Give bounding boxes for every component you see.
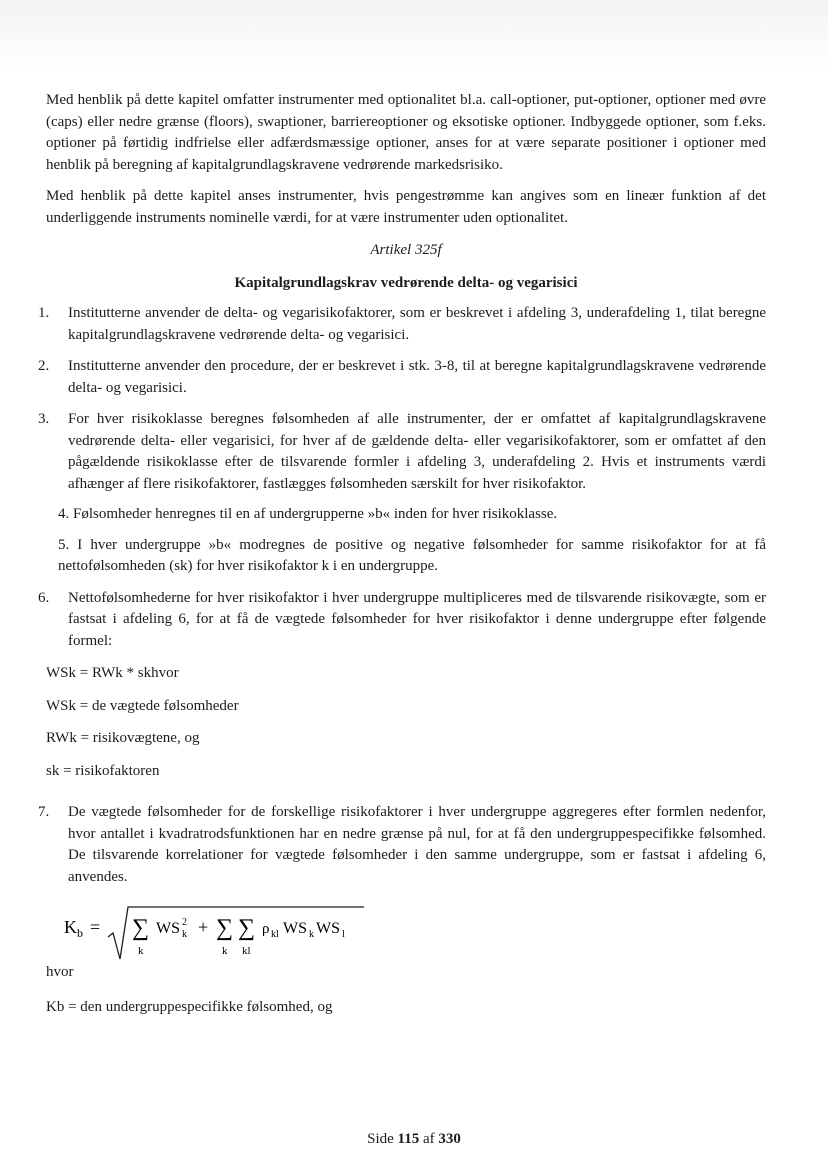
formula-ws-2-index: k bbox=[309, 929, 314, 940]
formula-plus: + bbox=[198, 917, 209, 937]
list-number: 7. bbox=[38, 804, 50, 820]
footer-prefix: Side bbox=[367, 1131, 398, 1147]
list-text: Nettofølsomhederne for hver risikofaktor i hver undergruppe multipliceres med de tilsvarende risikovægte, som er fastsat i afdeling 6, for at få de vægtede følsomheder for hver risikofaktor i denne undergruppe efter følgende formel: bbox=[68, 589, 766, 649]
formula-sum-3-index: kl bbox=[242, 945, 251, 957]
list-item-6 bbox=[38, 588, 766, 653]
formula-equals: = bbox=[90, 917, 101, 937]
list-text: Institutterne anvender de delta- og vegarisikofaktorer, som er beskrevet i afdeling 3, underafdeling 1, tilat beregne kapitalgrundlagskravene vedrørende delta- og vegarisici. bbox=[68, 305, 766, 343]
formula-square: 2 bbox=[182, 917, 187, 928]
footer-mid: af bbox=[419, 1131, 439, 1147]
list-number: 1. bbox=[38, 305, 50, 321]
formula-k: K bbox=[64, 917, 77, 937]
formula-sum-1-index: k bbox=[138, 945, 144, 957]
definition-rwk: RWk = risikovægtene, og bbox=[46, 730, 200, 746]
formula-ws-3-index: l bbox=[342, 929, 345, 940]
formula-rho-index: kl bbox=[271, 929, 279, 940]
intro-paragraph-2: Med henblik på dette kapitel anses instrumenter, hvis pengestrømme kan angives som en lineær funktion af det underliggende instruments nominelle værdi, for at være instrumenter uden optionalitet. bbox=[46, 188, 766, 226]
scan-top-shadow bbox=[0, 0, 828, 70]
formula-ws-1-index: k bbox=[182, 929, 187, 940]
definition-wsk-formula: WSk = RWk * skhvor bbox=[46, 665, 179, 681]
list-number: 3. bbox=[38, 411, 50, 427]
formula-ws-1: WS bbox=[156, 920, 180, 937]
formula-sum-3: ∑ bbox=[238, 915, 256, 941]
definition-wsk: WSk = de vægtede følsomheder bbox=[46, 697, 239, 714]
footer-page-number: 115 bbox=[397, 1131, 420, 1147]
list-item-5: 5. I hver undergruppe »b« modregnes de positive og negative følsomheder for samme risikofaktor for at få nettofølsomheden (sk) for hver risikofaktor k i en undergruppe. bbox=[58, 536, 766, 574]
list-item-1 bbox=[38, 303, 766, 346]
hvor-label: hvor bbox=[46, 964, 74, 980]
footer-total-pages: 330 bbox=[438, 1131, 461, 1147]
list-text: Institutterne anvender den procedure, der er beskrevet i stk. 3-8, til at beregne kapitalgrundlagskravene vedrørende delta- og vegarisici. bbox=[68, 358, 766, 396]
formula-rho: ρ bbox=[262, 921, 270, 937]
formula-ws-3: WS bbox=[316, 920, 340, 937]
definition-sk: sk = risikofaktoren bbox=[46, 762, 160, 779]
formula-ws-2: WS bbox=[283, 920, 307, 937]
article-number: Artikel 325f bbox=[370, 242, 442, 258]
list-number: 2. bbox=[38, 358, 50, 374]
aggregation-formula bbox=[64, 903, 384, 963]
list-text: De vægtede følsomheder for de forskellige risikofaktorer i hver undergruppe aggregeres efter formlen nedenfor, hvor antallet i kvadratrodsfunktionen har en nedre grænse på nul, for at få den undergruppespecifikke følsomhed. De tilsvarende korrelationer for vægtede følsomheder i den samme undergruppe, som er fastsat i afdeling 6, anvendes. bbox=[68, 804, 766, 885]
list-item-7 bbox=[38, 802, 766, 888]
article-heading: Kapitalgrundlagskrav vedrørende delta- og vegarisici bbox=[234, 274, 578, 291]
formula-b-subscript: b bbox=[77, 926, 83, 940]
list-item-4: 4. Følsomheder henregnes til en af undergrupperne »b« inden for hver risikoklasse. bbox=[58, 506, 558, 522]
list-item-2 bbox=[38, 356, 766, 399]
definition-kb: Kb = den undergruppespecifikke følsomhed, og bbox=[46, 998, 333, 1015]
formula-sum-2: ∑ bbox=[216, 915, 234, 941]
intro-paragraph-1: Med henblik på dette kapitel omfatter instrumenter med optionalitet bl.a. call-optioner, put-optioner, optioner med øvre (caps) eller nedre grænse (floors), swaptioner, barriereoptioner og eksotiske optioner. Indbyggede optioner, som f.eks. optioner på førtidig indfrielse eller adfærdsmæssige optioner, anses for at være separate positioner i optioner med henblik på beregning af kapitalgrundlagskravene vedrørende markedsrisiko. bbox=[46, 92, 766, 173]
formula-sum-1: ∑ bbox=[132, 915, 150, 941]
document-body bbox=[38, 90, 766, 1018]
formula-sum-2-index: k bbox=[222, 945, 228, 957]
list-number: 6. bbox=[38, 589, 50, 606]
list-text: For hver risikoklasse beregnes følsomheden af alle instrumenter, der er omfattet af kapitalgrundlagskravene vedrørende delta- eller vegarisici, for hver af de gældende delta- eller vegarisikofaktorer, som er omfattet af den pågældende risikoklasse efter de tilsvarende formler i afdeling 3, underafdeling 2. Hvis et instruments værdi afhænger af flere risikofaktorer, fastlægges følsomheden særskilt for hver risikofaktor. bbox=[68, 411, 766, 492]
list-item-3 bbox=[38, 409, 766, 495]
page-footer bbox=[0, 1131, 828, 1148]
